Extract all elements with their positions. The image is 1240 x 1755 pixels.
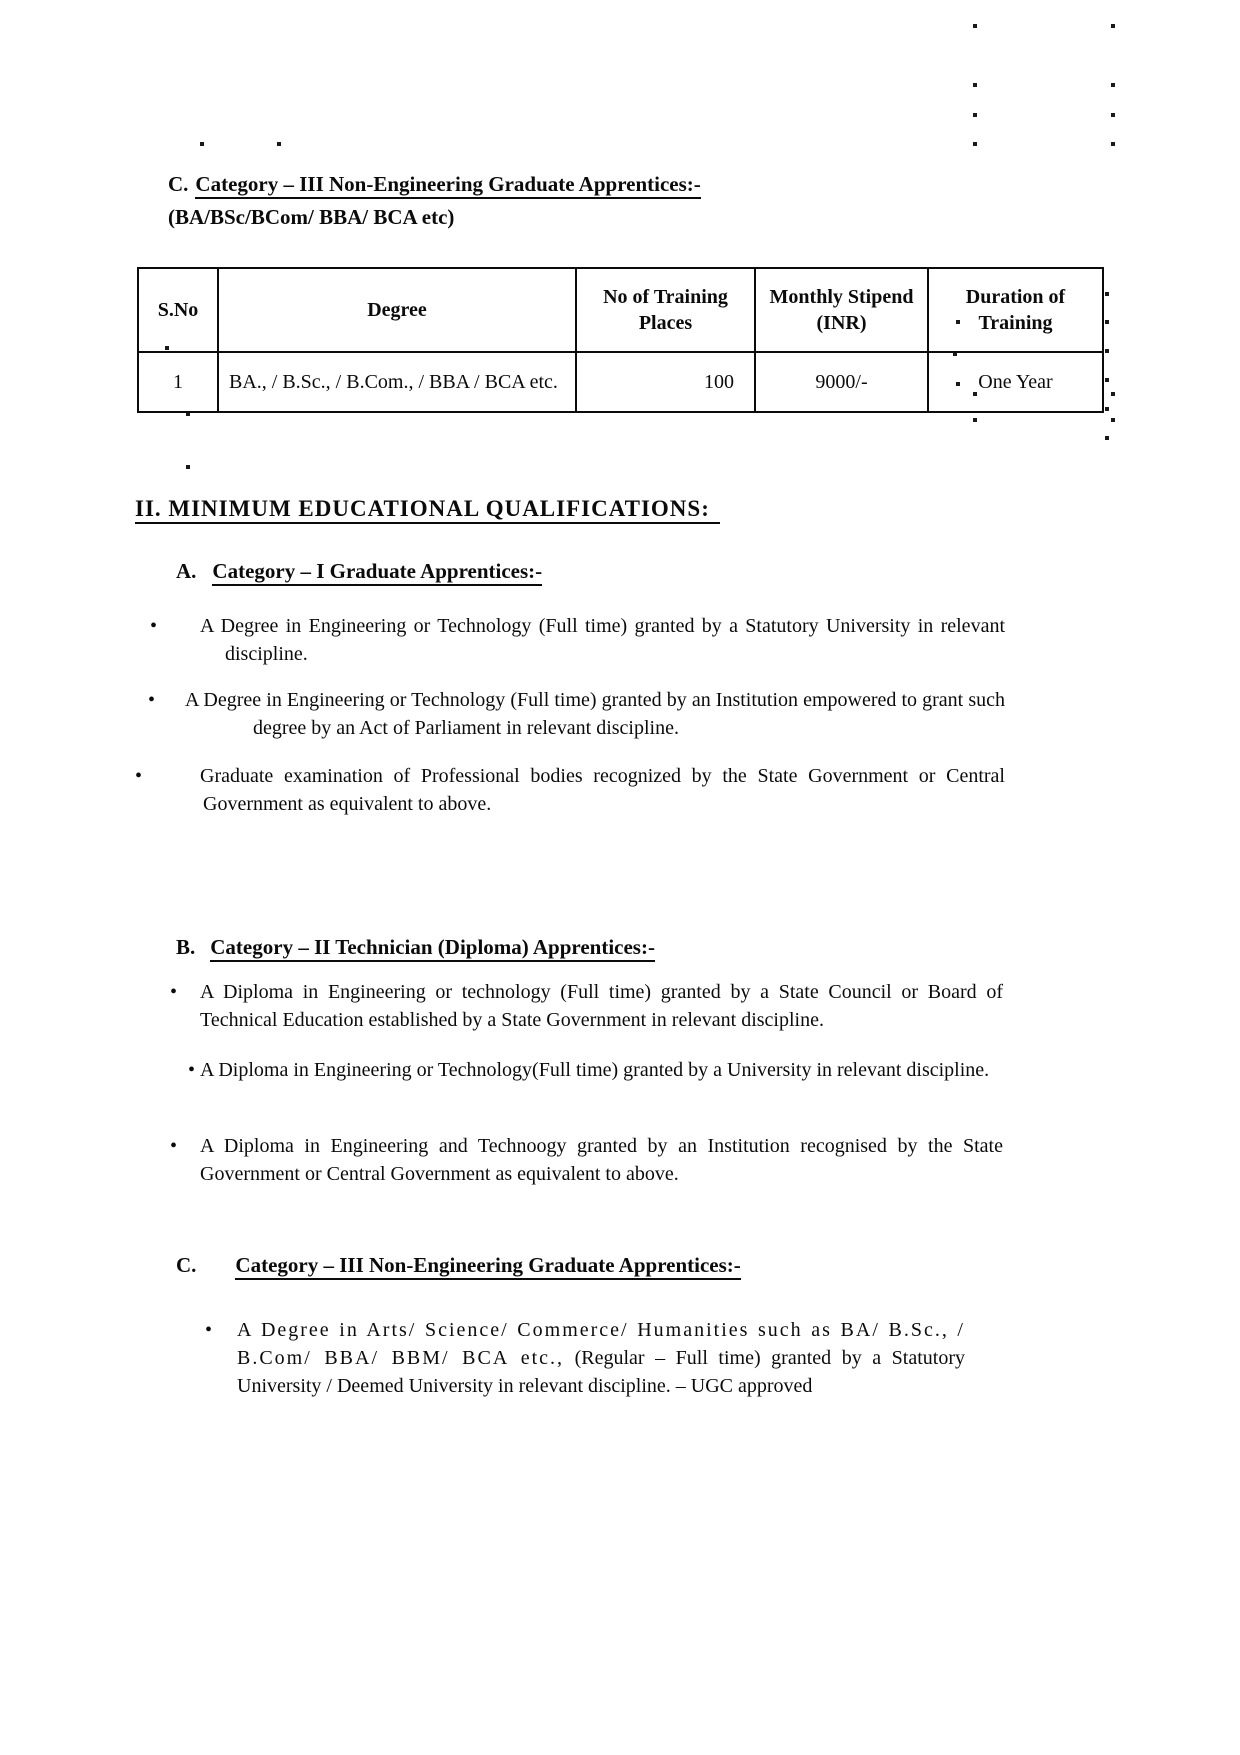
bullet-text	[237, 1316, 965, 1400]
scan-dot	[1105, 349, 1109, 353]
header-duration: Duration of Training	[928, 268, 1103, 352]
bullet-text-spaced: A Degree in Arts/ Science/ Commerce/ Humanities such as BA/ B.Sc., / B.Com/ BBA/ BBM/ BCA etc.,	[237, 1319, 965, 1369]
header-monthly-stipend: Monthly Stipend (INR)	[755, 268, 928, 352]
list-item	[0, 978, 1240, 1034]
scan-dot	[973, 142, 977, 146]
scan-dot	[1105, 407, 1109, 411]
category-a-label: A.	[176, 559, 197, 583]
bullet-icon: •	[205, 1319, 213, 1341]
list-item	[0, 686, 1240, 742]
scan-dot	[973, 24, 977, 28]
top-category-label: C.	[168, 172, 189, 196]
category-a-title: Category – I Graduate Apprentices:-	[212, 559, 542, 586]
bullet-text: A Degree in Engineering or Technology (Full time) granted by a Statutory University in relevant discipline.	[200, 615, 1005, 665]
cell-duration: One Year	[928, 352, 1103, 412]
top-category-subtitle: (BA/BSc/BCom/ BBA/ BCA etc)	[168, 205, 455, 229]
scan-dot	[1111, 83, 1115, 87]
category-b-label: B.	[176, 935, 196, 959]
table-row	[138, 352, 1103, 412]
cell-stipend: 9000/-	[755, 352, 928, 412]
list-item	[0, 1132, 1240, 1188]
bullet-text: A Diploma in Engineering and Technoogy granted by an Institution recognised by the State Government or Central Government as equivalent to above.	[200, 1135, 1003, 1185]
cell-sno: 1	[138, 352, 218, 412]
list-item	[0, 1316, 1240, 1400]
scan-dot	[1105, 436, 1109, 440]
scan-dot	[1111, 24, 1115, 28]
category-c-label: C.	[176, 1253, 197, 1277]
scan-dot	[1111, 142, 1115, 146]
bullet-icon: •	[150, 615, 158, 637]
category-c-heading	[176, 1250, 741, 1280]
top-category-title: Category – III Non-Engineering Graduate Apprentices:-	[195, 172, 700, 199]
bullet-icon: •	[135, 765, 143, 787]
scan-dot	[973, 418, 977, 422]
bullet-text: A Degree in Engineering or Technology (Full time) granted by an Institution empowered to grant such degree by an Act of Parliament in relevant discipline.	[185, 689, 1005, 739]
section-ii-heading	[135, 494, 720, 524]
bullet-text: Graduate examination of Professional bodies recognized by the State Government or Central Government as equivalent to above.	[200, 765, 1005, 815]
scan-dot	[200, 142, 204, 146]
scan-dot	[1111, 392, 1115, 396]
bullet-icon: •	[188, 1059, 196, 1081]
bullet-text-normal: (Regular – Full time) granted by a Statutory University / Deemed University in relevant discipline. – UGC approved	[237, 1347, 966, 1397]
scan-dot	[1105, 292, 1109, 296]
section-ii-title: II. MINIMUM EDUCATIONAL QUALIFICATIONS:	[135, 496, 720, 524]
scan-dot	[973, 83, 977, 87]
category-c-title: Category – III Non-Engineering Graduate Apprentices:-	[235, 1253, 740, 1280]
list-item	[0, 612, 1240, 668]
bullet-icon: •	[170, 1135, 178, 1157]
bullet-text: A Diploma in Engineering or technology (Full time) granted by a State Council or Board of Technical Education established by a State Government in relevant discipline.	[200, 981, 1003, 1031]
bullet-icon: •	[148, 689, 156, 711]
category-table	[137, 267, 1104, 413]
category-b-heading	[176, 932, 655, 962]
bullet-icon: •	[170, 981, 178, 1003]
header-degree: Degree	[218, 268, 576, 352]
cell-degree: BA., / B.Sc., / B.Com., / BBA / BCA etc.	[218, 352, 576, 412]
header-sno: S.No	[138, 268, 218, 352]
list-item	[0, 1056, 1240, 1084]
scan-dot	[1105, 320, 1109, 324]
header-training-places: No of Training Places	[576, 268, 755, 352]
category-a-heading	[176, 556, 542, 586]
scan-dot	[1105, 378, 1109, 382]
scan-dot	[186, 465, 190, 469]
scan-dot	[973, 113, 977, 117]
scan-dot	[1111, 418, 1115, 422]
scan-dot	[1111, 113, 1115, 117]
list-item	[0, 762, 1240, 818]
top-category-heading-line1	[168, 168, 701, 201]
bullet-text: A Diploma in Engineering or Technology(Full time) granted by a University in relevant discipline.	[200, 1059, 990, 1081]
top-category-heading	[168, 168, 701, 234]
scan-dot	[277, 142, 281, 146]
category-b-title: Category – II Technician (Diploma) Apprentices:-	[210, 935, 655, 962]
cell-places: 100	[576, 352, 755, 412]
table-header-row	[138, 268, 1103, 352]
